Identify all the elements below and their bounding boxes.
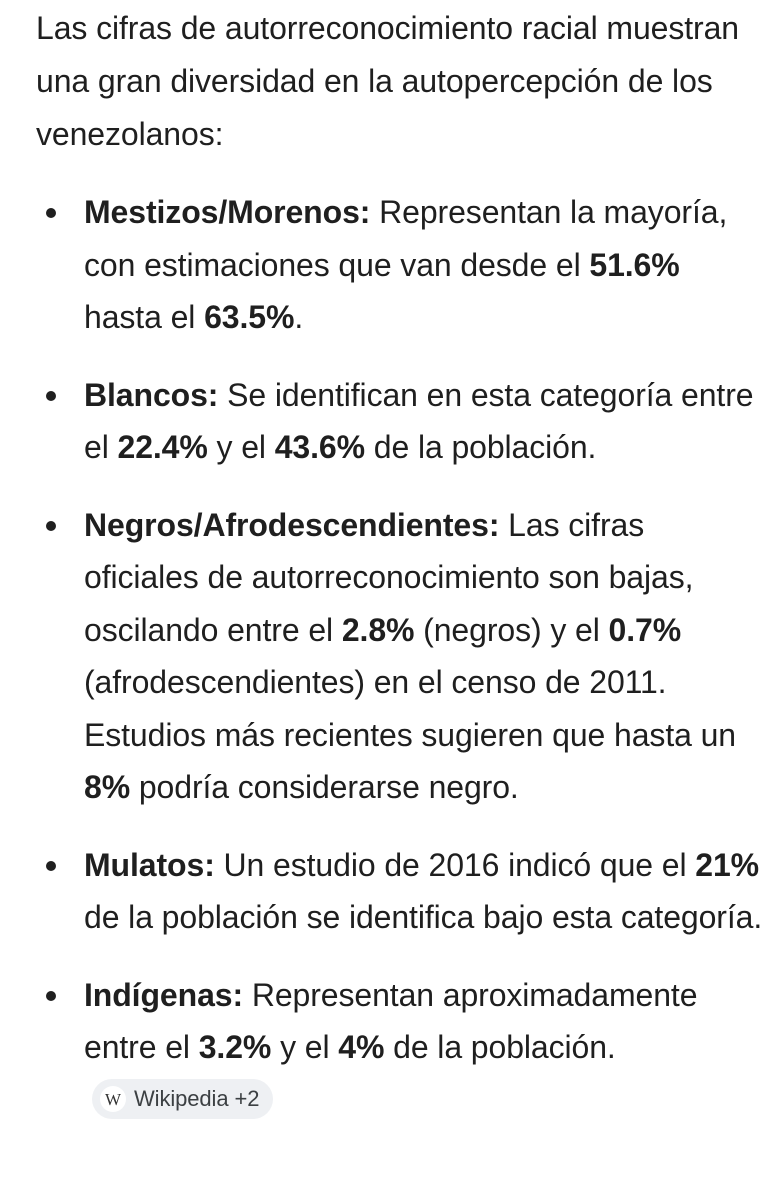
percent-value: 21% <box>695 846 760 883</box>
intro-paragraph: Las cifras de autorreconocimiento racial muestran una gran diversidad en la autopercepción de los venezolanos: <box>36 10 739 152</box>
percent-value: 4% <box>338 1029 385 1065</box>
answer-content <box>36 0 766 1151</box>
item-term: Blancos: <box>84 376 219 413</box>
bullet-dot <box>46 521 56 531</box>
wikipedia-icon: W <box>100 1086 126 1112</box>
percent-value: 8% <box>84 769 131 805</box>
item-term: Negros/Afrodescendientes: <box>84 506 500 543</box>
bullet-dot <box>46 861 56 871</box>
item-term: Indígenas: <box>84 976 244 1013</box>
source-chip[interactable] <box>92 1079 273 1119</box>
percent-value: 43.6% <box>274 429 365 465</box>
item-term: Mulatos: <box>84 846 215 883</box>
percent-value: 0.7% <box>608 611 682 648</box>
bullet-dot <box>46 991 56 1001</box>
bullet-dot <box>46 208 56 218</box>
bullet-dot <box>46 391 56 401</box>
list-item-mestizos: Mestizos/Morenos: Representan la mayoría, con estimaciones que van desde el 51.6% hasta el 63.5%. <box>36 186 766 344</box>
percent-value: 2.8% <box>341 611 415 648</box>
source-chip-label: Wikipedia +2 <box>134 1086 260 1112</box>
list-item-negros: Negros/Afrodescendientes: Las cifras oficiales de autorreconocimiento son bajas, oscilando entre el 2.8% (negros) y el 0.7% (afrodescendientes) en el censo de 2011. Estudios más recientes sugieren que hasta un 8% podría considerarse negro. <box>36 499 766 814</box>
list-item-indigenas: Indígenas: Representan aproximadamente entre el 3.2% y el 4% de la población. W Wikipedia +2 <box>36 969 766 1127</box>
stats-list <box>36 186 766 1126</box>
list-item-mulatos: Mulatos: Un estudio de 2016 indicó que el 21% de la población se identifica bajo esta categoría. <box>36 839 766 944</box>
percent-value: 3.2% <box>198 1029 272 1065</box>
list-item-blancos: Blancos: Se identifican en esta categoría entre el 22.4% y el 43.6% de la población. <box>36 369 766 474</box>
item-term: Mestizos/Morenos: <box>84 194 371 230</box>
percent-value: 22.4% <box>117 429 208 465</box>
percent-value: 63.5% <box>204 299 295 335</box>
percent-value: 51.6% <box>589 246 680 283</box>
